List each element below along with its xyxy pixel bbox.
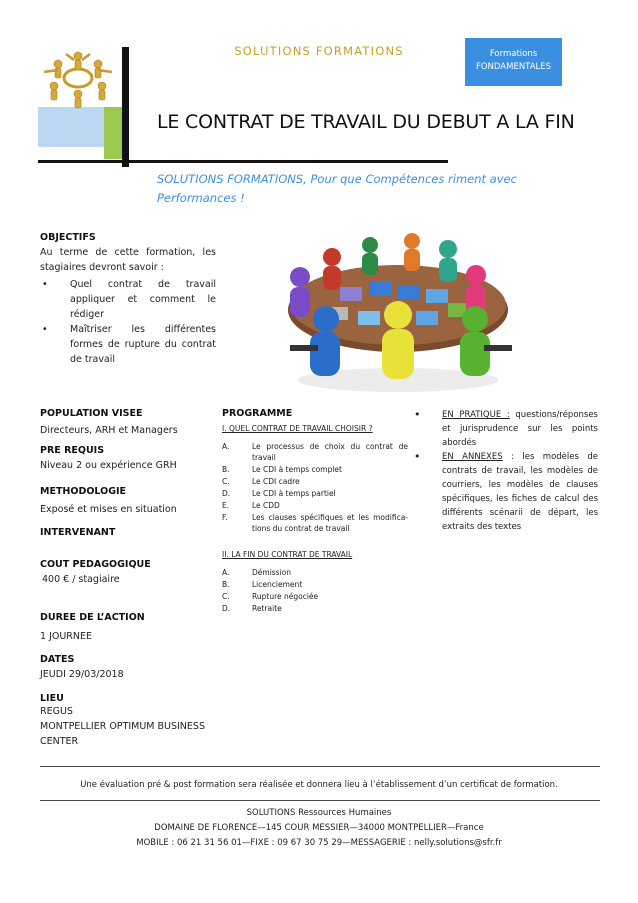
methodologie-value: Exposé et mises en situation	[40, 504, 177, 515]
list-item: E. Le CDD	[222, 501, 280, 510]
intervenant-section	[40, 527, 220, 538]
duree-heading: DUREE DE L’ACTION	[40, 612, 145, 623]
pratique-text: questions/réponses et jurisprudence sur les points abordés	[442, 410, 598, 448]
extras-list	[414, 408, 598, 534]
list-item: D. Le CDI à temps partiel	[222, 489, 336, 498]
brand-name: SOLUTIONS FORMATIONS	[234, 44, 404, 58]
programme-heading: PROGRAMME	[222, 408, 293, 419]
page-title: LE CONTRAT DE TRAVAIL DU DEBUT A LA FIN	[157, 111, 575, 133]
programme-part-1-title: I. QUEL CONTRAT DE TRAVAIL CHOISIR ?	[222, 424, 373, 433]
extras-section	[414, 408, 598, 534]
dates-heading: DATES	[40, 654, 75, 665]
list-item: B. Le CDI à temps complet	[222, 465, 342, 474]
dates-section	[40, 654, 220, 682]
slogan: SOLUTIONS FORMATIONS, Pour que Compétences riment avec Performances !	[157, 172, 517, 205]
lieu-line-2: MONTPELLIER OPTIMUM BUSINESS	[40, 721, 205, 732]
formations-badge	[465, 38, 562, 86]
population-value: Directeurs, ARH et Managers	[40, 425, 178, 436]
programme-part-2-list	[222, 567, 408, 614]
badge-line-1: Formations	[489, 49, 538, 59]
pratique-label: EN PRATIQUE :	[442, 410, 510, 420]
prerequis-value: Niveau 2 ou expérience GRH	[40, 460, 177, 471]
objectifs-heading: OBJECTIFS	[40, 232, 96, 243]
lieu-line-3: CENTER	[40, 736, 79, 747]
footer-company: SOLUTIONS Ressources Humaines	[246, 808, 392, 818]
prerequis-heading: PRE REQUIS	[40, 445, 105, 456]
programme-section	[222, 408, 408, 615]
intervenant-heading: INTERVENANT	[40, 527, 116, 538]
decor-green-block	[104, 107, 122, 159]
list-item: • Maîtriser les différentes formes de rupture du contrat de travail	[40, 322, 216, 367]
cout-value: 400 € / stagiaire	[42, 574, 120, 585]
programme-part-2-title: II. LA FIN DU CONTRAT DE TRAVAIL	[222, 550, 353, 559]
list-item: D. Retraite	[222, 604, 282, 613]
population-section	[40, 408, 220, 438]
list-item: B. Licenciement	[222, 580, 303, 589]
methodologie-section	[40, 486, 220, 517]
divider	[40, 766, 600, 767]
list-item	[414, 450, 598, 534]
list-item: • Quel contrat de travail appliquer et comment le rédiger	[40, 277, 216, 322]
list-item: C. Le CDI cadre	[222, 477, 300, 486]
footer-contact: MOBILE : 06 21 31 56 01—FIXE : 09 67 30 75 29—MESSAGERIE : nelly.solutions@sfr.fr	[136, 838, 502, 848]
objectifs-intro: Au terme de cette formation, les stagiaires devront savoir :	[40, 247, 216, 273]
prerequis-section	[40, 445, 220, 473]
divider	[40, 800, 600, 801]
list-item: A. Le processus de choix du contrat de travail	[222, 442, 408, 462]
decor-vertical-bar	[122, 47, 129, 167]
lieu-section	[40, 693, 220, 749]
lieu-heading: LIEU	[40, 693, 64, 704]
list-item: C. Rupture négociée	[222, 592, 319, 601]
list-item: A. Démission	[222, 568, 292, 577]
list-item: F. Les clauses spécifiques et les modifica-tions du contrat de travail	[222, 513, 408, 533]
evaluation-note: Une évaluation pré & post formation sera réalisée et donnera lieu à l’établissement d’un certificat de formation.	[80, 780, 558, 790]
annexes-text: : les modèles de contrats de travail, les modèles de courriers, les modèles de clauses spécifiques, les fiches de calcul des différents scénarii de départ, les extraits des textes	[442, 452, 598, 532]
methodologie-heading: METHODOLOGIE	[40, 486, 127, 497]
footer-address: DOMAINE DE FLORENCE—145 COUR MESSIER—34000 MONTPELLIER—France	[154, 823, 484, 833]
badge-line-2: FONDAMENTALES	[475, 62, 552, 72]
objectifs-section	[40, 232, 216, 367]
duree-value: 1 JOURNEE	[40, 631, 93, 642]
duree-section	[40, 612, 220, 644]
programme-part-1-list	[222, 441, 408, 534]
team-puzzle-table-illustration	[270, 215, 525, 395]
decor-blue-block	[38, 107, 104, 147]
dates-value: JEUDI 29/03/2018	[40, 669, 124, 680]
cout-section	[40, 559, 220, 587]
footer	[0, 806, 638, 851]
objectifs-list	[40, 277, 216, 367]
lieu-line-1: REGUS	[40, 706, 73, 717]
decor-horizontal-bar	[38, 160, 448, 163]
list-item	[414, 408, 598, 450]
population-heading: POPULATION VISEE	[40, 408, 143, 419]
cout-heading: COUT PEDAGOGIQUE	[40, 559, 151, 570]
annexes-label: EN ANNEXES	[442, 452, 503, 462]
